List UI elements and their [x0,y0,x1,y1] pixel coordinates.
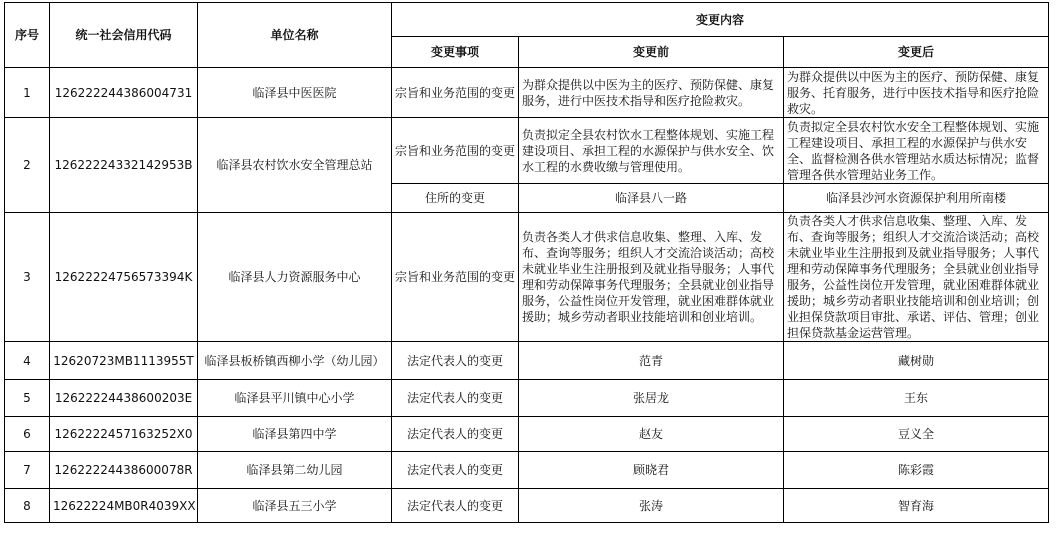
row-change-item: 宗旨和业务范围的变更 [392,118,519,184]
row-credit-code: 12620723MB1113955T [50,342,198,380]
table-row [5,68,1049,118]
header-before: 变更前 [519,37,784,68]
header-change-content: 变更内容 [392,3,1049,37]
row-index: 7 [5,452,50,489]
header-after: 变更后 [784,37,1049,68]
table-row [5,118,1049,184]
row-credit-code: 12622224332142953B [50,118,198,213]
row-index: 3 [5,213,50,342]
row-credit-code: 12622224756573394K [50,213,198,342]
row-credit-code: 1262222457163252X0 [50,417,198,452]
row-before: 负责拟定全县农村饮水工程整体规划、实施工程建设项目、承担工程的水源保护与供水安全、饮水工程的水费收缴与管理使用。 [519,118,784,184]
row-index: 8 [5,489,50,523]
row-change-item: 法定代表人的变更 [392,342,519,380]
row-index: 1 [5,68,50,118]
change-table [4,2,1049,523]
row-credit-code: 12622224438600203E [50,380,198,417]
table-row [5,489,1049,523]
document-page [4,2,1049,523]
row-index: 4 [5,342,50,380]
header-row-1 [5,3,1049,37]
row-before: 范青 [519,342,784,380]
row-after: 陈彩霞 [784,452,1049,489]
row-after: 豆义全 [784,417,1049,452]
row-unit-name: 临泽县第二幼儿园 [198,452,392,489]
header-unit-name: 单位名称 [198,3,392,68]
row-unit-name: 临泽县五三小学 [198,489,392,523]
row-credit-code: 12622224438600078R [50,452,198,489]
row-unit-name: 临泽县中医医院 [198,68,392,118]
row-change-item: 法定代表人的变更 [392,380,519,417]
table-row [5,213,1049,342]
row-before: 赵友 [519,417,784,452]
table-row [5,417,1049,452]
row-before: 负责各类人才供求信息收集、整理、入库、发布、查询等服务；组织人才交流洽谈活动；高校未就业毕业生注册报到及就业指导服务；人事代理和劳动保障事务代理服务；全县就业创业指导服务，公益性岗位开发管理，就业困难群体就业援助；城乡劳动者职业技能培训和创业培训。 [519,213,784,342]
row-change-item: 住所的变更 [392,184,519,213]
table-row [5,380,1049,417]
table-row [5,452,1049,489]
row-change-item: 法定代表人的变更 [392,489,519,523]
header-credit-code: 统一社会信用代码 [50,3,198,68]
table-row [5,342,1049,380]
row-before: 临泽县八一路 [519,184,784,213]
row-index: 6 [5,417,50,452]
row-credit-code: 12622224MB0R4039XX [50,489,198,523]
row-before: 为群众提供以中医为主的医疗、预防保健、康复服务，进行中医技术指导和医疗抢险救灾。 [519,68,784,118]
row-index: 5 [5,380,50,417]
row-after: 负责各类人才供求信息收集、整理、入库、发布、查询等服务；组织人才交流洽谈活动；高校未就业毕业生注册报到及就业指导服务；人事代理和劳动保障事务代理服务；全县就业创业指导服务，公益性岗位开发管理，就业困难群体就业援助；城乡劳动者职业技能培训和创业培训；创业担保贷款项目审批、承诺、评估、管理；创业担保贷款基金运营管理。 [784,213,1049,342]
row-unit-name: 临泽县人力资源服务中心 [198,213,392,342]
row-change-item: 宗旨和业务范围的变更 [392,213,519,342]
header-index: 序号 [5,3,50,68]
row-before: 顾晓君 [519,452,784,489]
row-unit-name: 临泽县第四中学 [198,417,392,452]
row-unit-name: 临泽县平川镇中心小学 [198,380,392,417]
header-change-item: 变更事项 [392,37,519,68]
row-index: 2 [5,118,50,213]
row-credit-code: 126222244386004731 [50,68,198,118]
row-change-item: 法定代表人的变更 [392,452,519,489]
row-unit-name: 临泽县板桥镇西柳小学（幼儿园） [198,342,392,380]
row-before: 张涛 [519,489,784,523]
row-after: 临泽县沙河水资源保护利用所南楼 [784,184,1049,213]
row-change-item: 宗旨和业务范围的变更 [392,68,519,118]
row-after: 为群众提供以中医为主的医疗、预防保健、康复服务、托育服务，进行中医技术指导和医疗抢险救灾。 [784,68,1049,118]
row-after: 智育海 [784,489,1049,523]
row-after: 藏树勋 [784,342,1049,380]
row-unit-name: 临泽县农村饮水安全管理总站 [198,118,392,213]
row-after: 王东 [784,380,1049,417]
row-after: 负责拟定全县农村饮水安全工程整体规划、实施工程建设项目、承担工程的水源保护与供水安全、监督检测各供水管理站水质达标情况；监督管理各供水管理站业务工作。 [784,118,1049,184]
row-before: 张居龙 [519,380,784,417]
row-change-item: 法定代表人的变更 [392,417,519,452]
